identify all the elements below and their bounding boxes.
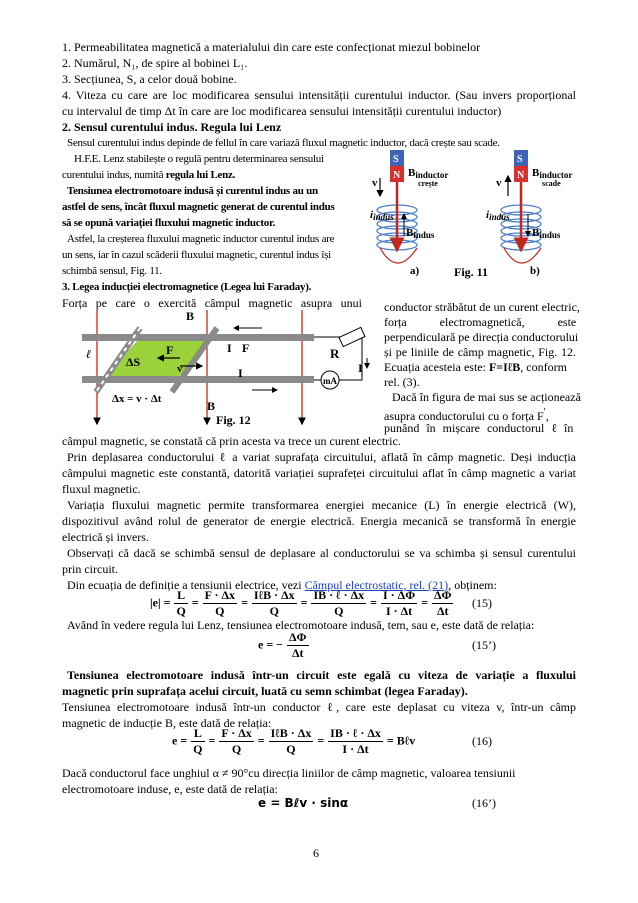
section-2-p2c: schimbă sensul, Fig. 11. xyxy=(62,265,162,277)
figure-12 xyxy=(62,306,380,430)
section-2-p1a: H.F.E. Lenz stabilește o regulă pentru determinarea sensului xyxy=(74,153,324,165)
svg-text:b): b) xyxy=(530,265,540,277)
section-3-p2: câmpul magnetic, se constată că prin acesta va trece un curent electric. xyxy=(62,434,401,448)
list-item-4-cont: cu intervalul de timp Δt în care are loc modificarea sensului intensității curentului inductor) xyxy=(62,104,502,118)
section-3-p5a: Observați că dacă se schimbă sensul de deplasare al conductorului se va schimba și sensul curentului xyxy=(67,546,576,560)
svg-text:F: F xyxy=(242,341,250,355)
section-2-line1: Sensul curentului indus depinde de fellul în care variază fluxul magnetic inductor, dacă crește sau scade. xyxy=(67,137,500,149)
section-3-p7: Având în vedere regula lui Lenz, tensiunea electromotoare indusă, tem, sau e, este dată de relația: xyxy=(67,618,535,632)
equation-15: |e| = $\frac{L}{Q}$ = $\frac{F \cdot \Delta x}{Q}$ = $\frac{\text{IℓB · Δx}}{Q}$ = $\frac{\text{IB · ℓ · Δx}}{Q}$ = $\frac{I \cdot \Delta\Phi}{I \cdot \Delta t}$ = $\frac{\Delta\Phi}{\Delta t}$ xyxy=(150,588,452,618)
svg-text:B: B xyxy=(207,399,216,413)
svg-text:v: v xyxy=(496,177,502,189)
section-3-p9a: Dacă conductorul face unghiul α ≠ 90°cu direcția liniilor de câmp magnetic, valoarea tensiunii xyxy=(62,766,516,780)
section-3-p3b: câmpului magnetic este constantă, datorită variației suprafeței circuitului aflat în câmp magnetic a variat xyxy=(62,466,576,480)
svg-text:mA: mA xyxy=(323,376,337,386)
section-3-p6: Din ecuația de definiție a tensiunii electrice, vezi Câmpul electrostatic, rel. (21), obținem: xyxy=(67,578,497,592)
section-3-p8a: Tensiunea electromotoare indusă într-un conductor ℓ, care este deplasat cu viteza v, într-un câmp xyxy=(62,700,576,714)
section-2-p2b: un sens, iar în cazul scăderii fluxului magnetic, curentul indus își xyxy=(62,249,331,261)
section-3-heading: 3. Legea inducției electromagnetice (Legea lui Faraday). xyxy=(62,281,312,293)
svg-text:iindus: iindus xyxy=(486,209,510,222)
svg-text:a): a) xyxy=(410,265,420,277)
figure-11 xyxy=(372,148,578,286)
svg-text:scade: scade xyxy=(542,179,561,188)
svg-text:ℓ: ℓ xyxy=(86,347,92,361)
svg-text:Bindus: Bindus xyxy=(406,227,435,240)
section-3-p8b: magnetic de inducție B, este dată de relația: xyxy=(62,716,272,730)
svg-text:Binductor: Binductor xyxy=(408,167,449,180)
section-3-p3a: Prin deplasarea conductorului ℓ a variat suprafața circuitului, aflată în câmp magnetic. Deși inducția xyxy=(67,450,576,464)
lenz-rule-1: Tensiunea electromotoare indusă și curentul indus au un xyxy=(67,185,318,197)
section-2-p1b: curentului indus, numită regula lui Lenz. xyxy=(62,169,236,181)
section-3-p3c: fluxul magnetic. xyxy=(62,482,141,496)
lenz-rule-3: să se opună variației fluxului magnetic inductor. xyxy=(62,217,276,229)
list-item-1: 1. Permeabilitatea magnetică a materialului din care este confecționat miezul bobinelor xyxy=(62,40,481,54)
faraday-law-2: magnetic prin suprafața acelui circuit, luată cu semn schimbat (legea Faraday). xyxy=(62,684,468,698)
list-item-2: 2. Numărul, N₁, de spire al bobinei L₁. xyxy=(62,56,248,70)
svg-text:N: N xyxy=(517,170,525,181)
section-3-p1a: Forța pe care o exercită câmpul magnetic asupra unui xyxy=(62,296,362,310)
svg-text:Binductor: Binductor xyxy=(532,167,573,180)
svg-text:S: S xyxy=(393,154,399,165)
svg-text:v: v xyxy=(177,363,183,375)
svg-text:Fig. 12: Fig. 12 xyxy=(216,413,251,427)
page-number: 6 xyxy=(313,846,319,860)
svg-text:crește: crește xyxy=(418,179,438,188)
equation-15-prime-number: (15’) xyxy=(472,638,496,652)
section-3-p4c: electrică și invers. xyxy=(62,530,149,544)
svg-text:F: F xyxy=(166,343,174,357)
svg-text:iindus: iindus xyxy=(370,209,394,222)
equation-15-number: (15) xyxy=(472,596,492,610)
section-3-p4b: dispozitivul având rolul de generator de energie electrică. Energia mecanică se transformă în energie xyxy=(62,514,576,528)
svg-text:B: B xyxy=(186,309,195,323)
list-item-4: 4. Viteza cu care are loc modificarea sensului intensității curentului inductor. (Sau invers proporțional xyxy=(62,88,576,102)
svg-text:v: v xyxy=(372,177,378,189)
faraday-law-1: Tensiunea electromotoare indusă într-un circuit este egală cu viteza de variație a fluxului xyxy=(67,668,576,682)
magnet-b xyxy=(514,150,528,182)
section-3-p4a: Variația fluxului magnetic permite transformarea energiei mecanice (L) în energie electrică (W), xyxy=(67,498,576,512)
svg-text:I: I xyxy=(358,361,363,375)
list-item-3: 3. Secțiunea, S, a celor două bobine. xyxy=(62,72,237,86)
svg-text:Fig. 11: Fig. 11 xyxy=(454,265,489,279)
svg-text:Bindus: Bindus xyxy=(532,227,561,240)
svg-text:S: S xyxy=(517,154,523,165)
equation-15-prime: e = − $\frac{\Delta\Phi}{\Delta t}$ xyxy=(258,630,307,660)
lenz-rule-2: astfel de sens, încât fluxul magnetic generat de curentul indus xyxy=(62,201,335,213)
link-electrostatic-field[interactable]: Câmpul electrostatic, rel. (21) xyxy=(304,578,449,592)
svg-text:R: R xyxy=(330,346,340,361)
magnet-a xyxy=(390,150,404,182)
svg-text:I: I xyxy=(238,366,243,380)
equation-16-prime-number: (16’) xyxy=(472,796,496,810)
section-2-heading: 2. Sensul curentului indus. Regula lui Lenz xyxy=(62,120,282,134)
section-2-p2a: Astfel, la creșterea fluxului magnetic inductor curentul indus are xyxy=(67,233,335,245)
section-3-p5b: prin circuit. xyxy=(62,562,118,576)
svg-text:I: I xyxy=(227,341,232,355)
equation-16-prime: e = Bℓv · sinα xyxy=(258,796,349,810)
svg-text:ΔS: ΔS xyxy=(126,355,141,369)
svg-text:N: N xyxy=(393,170,401,181)
equation-16-number: (16) xyxy=(472,734,492,748)
svg-text:Δx = v · Δt: Δx = v · Δt xyxy=(112,393,162,405)
section-3-p9b: electromotoare induse, e, este dată de relația: xyxy=(62,782,278,796)
equation-16: e = $\frac{L}{Q}$ = $\frac{F \cdot \Delta x}{Q}$ = $\frac{\text{IℓB · Δx}}{Q}$ = $\frac{\text{IB · ℓ · Δx}}{I \cdot \Delta t}$ = Bℓv xyxy=(172,726,416,756)
